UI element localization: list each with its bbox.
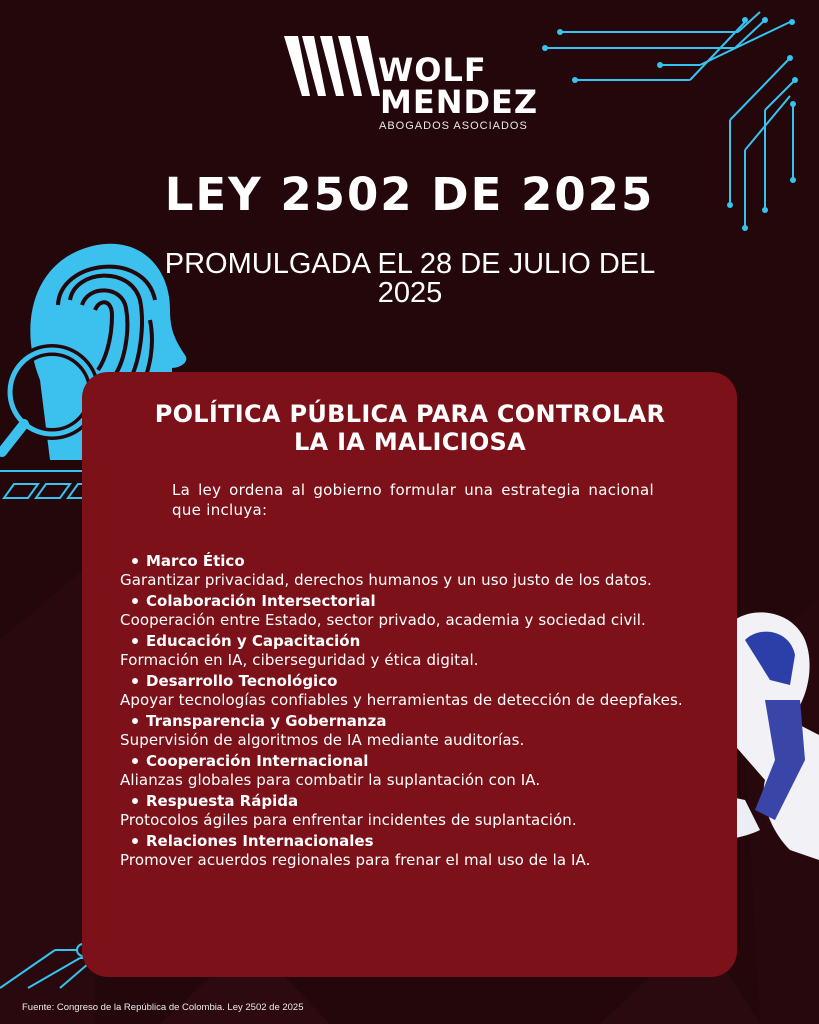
list-item xyxy=(120,712,698,750)
page-subtitle: PROMULGADA EL 28 DE JULIO DEL 2025 xyxy=(164,248,656,309)
bullet-icon xyxy=(132,638,138,644)
list-item xyxy=(120,752,698,790)
brand-name-line2: MENDEZ xyxy=(380,83,539,121)
item-description: Promover acuerdos regionales para frenar el mal uso de la IA. xyxy=(120,851,591,869)
bullet-icon xyxy=(132,678,138,684)
page-title: LEY 2502 DE 2025 xyxy=(164,168,655,221)
brand-tagline: ABOGADOS ASOCIADOS xyxy=(379,120,528,132)
list-item xyxy=(120,832,698,870)
source-citation: Fuente: Congreso de la República de Colombia. Ley 2502 de 2025 xyxy=(22,1002,304,1013)
bullet-icon xyxy=(132,838,138,844)
bullet-icon xyxy=(132,758,138,764)
item-description: Cooperación entre Estado, sector privado, academia y sociedad civil. xyxy=(120,611,646,629)
item-heading: Cooperación Internacional xyxy=(146,752,369,770)
item-description: Garantizar privacidad, derechos humanos y un uso justo de los datos. xyxy=(120,571,652,589)
item-heading: Educación y Capacitación xyxy=(146,632,361,650)
list-item xyxy=(120,632,698,670)
brand-logo xyxy=(284,36,544,136)
item-heading: Marco Ético xyxy=(146,552,245,570)
wolf-mendez-logo-mark xyxy=(284,36,384,116)
item-description: Formación en IA, ciberseguridad y ética digital. xyxy=(120,651,479,669)
item-description: Protocolos ágiles para enfrentar incidentes de suplantación. xyxy=(120,811,577,829)
list-item xyxy=(120,592,698,630)
item-heading: Respuesta Rápida xyxy=(146,792,299,810)
panel-title: POLÍTICA PÚBLICA PARA CONTROLAR LA IA MALICIOSA xyxy=(154,400,666,456)
item-description: Alianzas globales para combatir la suplantación con IA. xyxy=(120,771,541,789)
item-heading: Relaciones Internacionales xyxy=(146,832,374,850)
bullet-icon xyxy=(132,598,138,604)
list-item xyxy=(120,672,698,710)
brand-name-line1: WOLF xyxy=(378,51,487,89)
bullet-icon xyxy=(132,558,138,564)
item-heading: Colaboración Intersectorial xyxy=(146,592,376,610)
item-heading: Transparencia y Gobernanza xyxy=(146,712,387,730)
bullet-icon xyxy=(132,718,138,724)
policy-list xyxy=(120,552,698,872)
list-item xyxy=(120,552,698,590)
item-description: Apoyar tecnologías confiables y herramientas de detección de deepfakes. xyxy=(120,691,683,709)
list-item xyxy=(120,792,698,830)
item-description: Supervisión de algoritmos de IA mediante auditorías. xyxy=(120,731,525,749)
panel-intro: La ley ordena al gobierno formular una estrategia nacional que incluya: xyxy=(172,481,654,519)
bullet-icon xyxy=(132,798,138,804)
item-heading: Desarrollo Tecnológico xyxy=(146,672,338,690)
